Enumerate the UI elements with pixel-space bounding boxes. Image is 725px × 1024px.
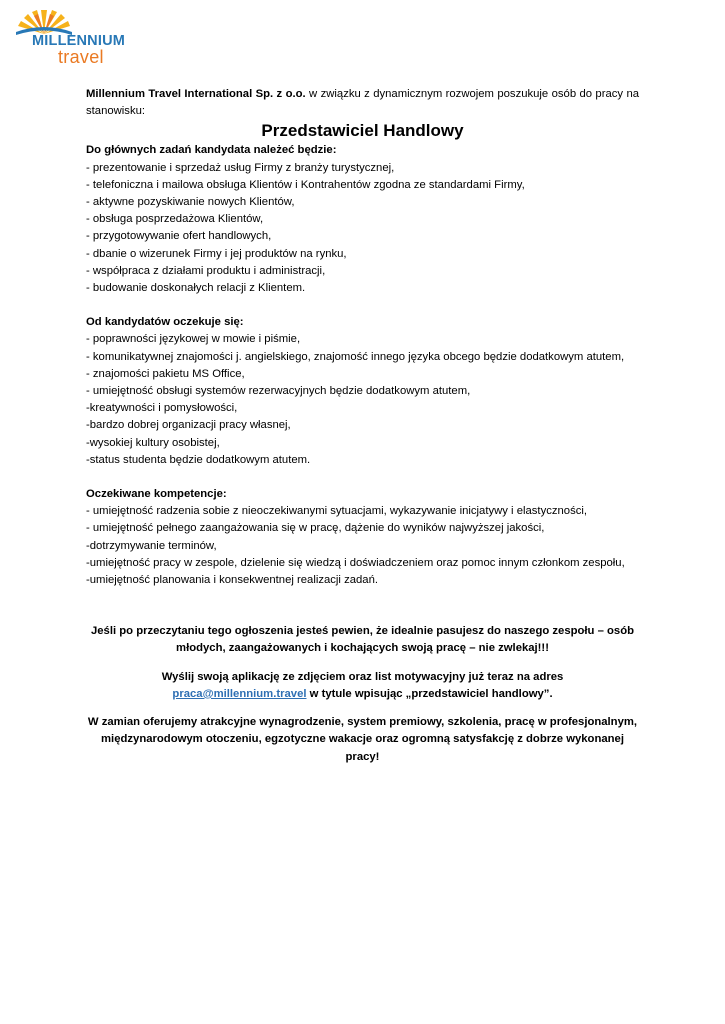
list-item: -status studenta będzie dodatkowym atutem. bbox=[86, 453, 311, 466]
list-item: - umiejętność obsługi systemów rezerwacyjnych będzie dodatkowym atutem, bbox=[86, 385, 471, 398]
list-item: -wysokiej kultury osobistej, bbox=[86, 436, 220, 449]
list-item: -kreatywności i pomysłowości, bbox=[86, 402, 238, 415]
list-item: - aktywne pozyskiwanie nowych Klientów, bbox=[86, 196, 295, 209]
apply-text: Wyślij swoją aplikację ze zdjęciem oraz list motywacyjny już teraz na adres bbox=[161, 670, 564, 683]
intro-text: w związku z dynamicznym rozwojem poszukuje osób do pracy na stanowisku: bbox=[86, 88, 640, 118]
company-logo bbox=[14, 8, 136, 66]
list-item: - znajomości pakietu MS Office, bbox=[86, 367, 245, 380]
section-heading: Od kandydatów oczekuje się: bbox=[86, 316, 244, 329]
email-link[interactable]: praca@millennium.travel bbox=[172, 687, 307, 700]
list-item: - telefoniczna i mailowa obsługa Klientów i Kontrahentów zgodna ze standardami Firmy, bbox=[86, 178, 525, 191]
logo-travel-text: travel bbox=[58, 47, 104, 67]
list-item: - obsługa posprzedażowa Klientów, bbox=[86, 213, 264, 226]
section-heading: Do głównych zadań kandydata należeć będzie: bbox=[86, 144, 337, 157]
section-duties bbox=[86, 142, 639, 297]
list-item: -dotrzymywanie terminów, bbox=[86, 539, 217, 552]
intro-paragraph bbox=[86, 86, 639, 120]
closing-offer: W zamian oferujemy atrakcyjne wynagrodzenie, system premiowy, szkolenia, pracę w profesjonalnym, międzynarodowym otoczeniu, egzotyczne wakacje oraz ogromną satysfakcję z dobrze wykonanej pracy! bbox=[87, 716, 638, 763]
job-offer bbox=[86, 86, 639, 777]
list-item: - przygotowywanie ofert handlowych, bbox=[86, 230, 272, 243]
job-title: Przedstawiciel Handlowy bbox=[261, 121, 464, 141]
closing-call-to-action: Jeśli po przeczytaniu tego ogłoszenia jesteś pewien, że idealnie pasujesz do naszego zespołu – osób młodych, zaangażowanych i kochających swoją pracę – nie zwlekaj!!! bbox=[90, 625, 635, 655]
closing-apply-instructions bbox=[86, 669, 639, 703]
list-item: - komunikatywnej znajomości j. angielskiego, znajomość innego języka obcego będzie dodatkowym atutem, bbox=[86, 350, 625, 363]
list-item: - poprawności językowej w mowie i piśmie, bbox=[86, 333, 301, 346]
list-item: -umiejętność pracy w zespole, dzielenie się wiedzą i doświadczeniem oraz pomoc innym członkom zespołu, bbox=[86, 556, 625, 569]
logo-wordmark: MILLENNIUM bbox=[32, 33, 126, 49]
list-item: - dbanie o wizerunek Firmy i jej produktów na rynku, bbox=[86, 247, 347, 260]
list-item: - umiejętność pełnego zaangażowania się w pracę, dążenie do wyników najwyższej jakości, bbox=[86, 522, 545, 535]
list-item: -bardzo dobrej organizacji pracy własnej, bbox=[86, 419, 291, 432]
apply-subject-text: w tytule wpisując „przedstawiciel handlowy”. bbox=[306, 687, 553, 700]
list-item: - umiejętność radzenia sobie z nieoczekiwanymi sytuacjami, wykazywanie inicjatywy i elastyczności, bbox=[86, 505, 588, 518]
company-name: Millennium Travel International Sp. z o.o. bbox=[86, 88, 306, 100]
list-item: -umiejętność planowania i konsekwentnej realizacji zadań. bbox=[86, 574, 378, 587]
section-heading: Oczekiwane kompetencje: bbox=[86, 488, 227, 501]
list-item: - prezentowanie i sprzedaż usług Firmy z branży turystycznej, bbox=[86, 161, 395, 174]
list-item: - współpraca z działami produktu i administracji, bbox=[86, 264, 326, 277]
section-requirements bbox=[86, 314, 639, 469]
list-item: - budowanie doskonałych relacji z Klientem. bbox=[86, 282, 306, 295]
section-competencies bbox=[86, 486, 639, 589]
closing-block bbox=[86, 623, 639, 765]
